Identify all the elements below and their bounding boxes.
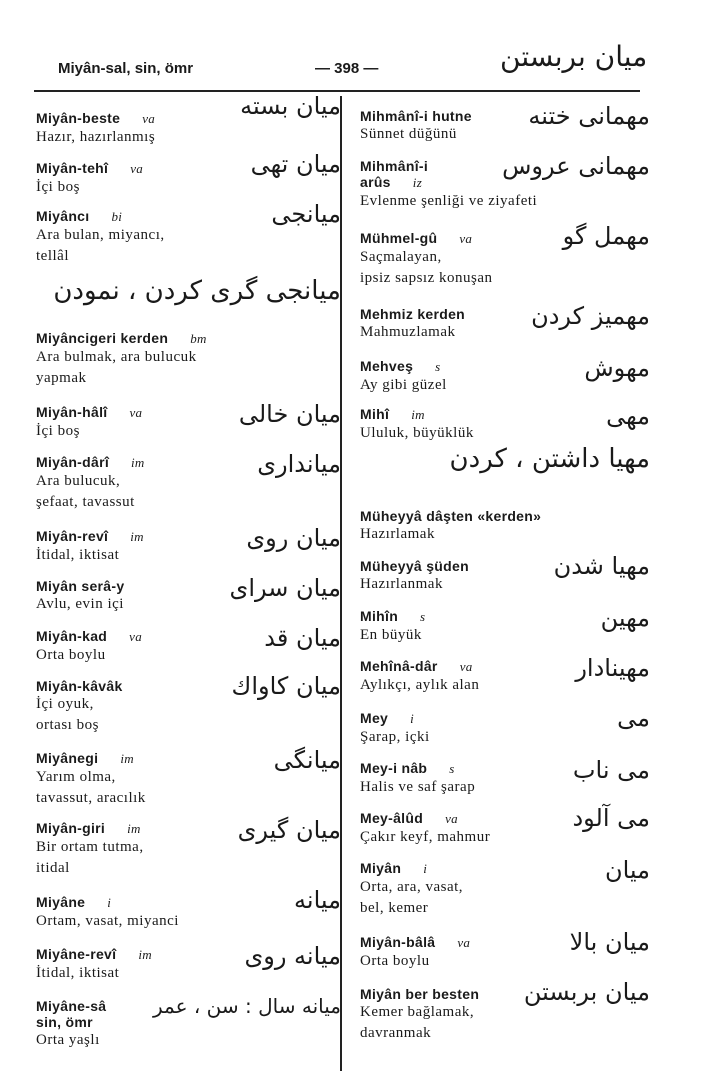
headword-text: Miyân-giri bbox=[36, 820, 106, 836]
entry-definition: yapmak bbox=[36, 370, 87, 386]
entry-definition: Evlenme şenliği ve ziyafeti bbox=[360, 193, 538, 209]
dictionary-entry bbox=[360, 302, 650, 343]
dictionary-entry bbox=[36, 746, 341, 809]
entry-arabic: میان گیری bbox=[237, 816, 341, 844]
header-running-title: Miyân-sal, sin, ömr bbox=[58, 60, 194, 77]
headword-text: Miyânegi bbox=[36, 750, 99, 766]
dictionary-entry bbox=[36, 150, 341, 198]
entry-definition: Orta boylu bbox=[36, 647, 106, 663]
part-of-speech: va bbox=[130, 161, 144, 176]
headword-text: Miyân-revî bbox=[36, 528, 109, 544]
entry-definition: tellâl bbox=[36, 248, 69, 264]
entry-arabic: میان بربستن bbox=[523, 978, 650, 1006]
entry-arabic: می ناب bbox=[572, 756, 650, 784]
entry-definition: tavassut, aracılık bbox=[36, 790, 146, 806]
part-of-speech: im bbox=[138, 947, 152, 962]
entry-definition: Hazırlanmak bbox=[360, 576, 443, 592]
entry-arabic: مهینادار bbox=[575, 654, 650, 682]
dictionary-entry bbox=[360, 856, 650, 919]
entry-headword bbox=[360, 508, 650, 524]
dictionary-entry bbox=[36, 672, 341, 736]
entry-arabic: میان سرای bbox=[229, 574, 341, 602]
headword-text: Mey bbox=[360, 710, 389, 726]
entry-definition: Ululuk, büyüklük bbox=[360, 425, 474, 441]
part-of-speech: iz bbox=[412, 175, 423, 190]
headword-text: Miyân-hâlî bbox=[36, 404, 108, 420]
entry-arabic: میانگی bbox=[273, 746, 341, 774]
headword-text: Miyâncı bbox=[36, 208, 90, 224]
entry-definition: bel, kemer bbox=[360, 900, 429, 916]
headword-text: Miyân-tehî bbox=[36, 160, 109, 176]
headword-text: Miyâncigeri kerden bbox=[36, 330, 169, 346]
headword-text: Miyân ber besten bbox=[360, 986, 480, 1002]
entry-definition: itidal bbox=[36, 860, 70, 876]
entry-arabic: میانداری bbox=[257, 450, 341, 478]
headword-text: Mey-i nâb bbox=[360, 760, 428, 776]
entry-arabic: میان bbox=[604, 856, 650, 884]
part-of-speech: s bbox=[449, 761, 455, 776]
entry-definition: İtidal, iktisat bbox=[36, 547, 120, 563]
entry-definition: Bir ortam tutma, bbox=[36, 839, 144, 855]
dictionary-entry bbox=[36, 92, 341, 148]
entry-arabic: مهیا شدن bbox=[553, 552, 650, 580]
dictionary-entry bbox=[360, 704, 650, 748]
dictionary-entry bbox=[36, 450, 341, 513]
entry-definition: ipsiz sapsız konuşan bbox=[360, 270, 493, 286]
entry-definition: İçi oyuk, bbox=[36, 696, 94, 712]
entry-definition: Saçmalayan, bbox=[360, 249, 442, 265]
entry-definition: Mahmuzlamak bbox=[360, 324, 456, 340]
entry-definition: İtidal, iktisat bbox=[36, 965, 120, 981]
entry-definition: Aylıkçı, aylık alan bbox=[360, 677, 480, 693]
dictionary-entry bbox=[36, 886, 341, 932]
dictionary-entry bbox=[360, 654, 650, 696]
header-arabic-word: میان بربستن bbox=[500, 40, 648, 73]
entry-arabic: میان روی bbox=[246, 524, 341, 552]
headword-text: Miyân-beste bbox=[36, 110, 121, 126]
dictionary-entry bbox=[360, 152, 650, 212]
headword-text: Miyân-bâlâ bbox=[360, 934, 436, 950]
dictionary-entry bbox=[360, 222, 650, 289]
entry-arabic: میانه روی bbox=[244, 942, 341, 970]
entry-definition: En büyük bbox=[360, 627, 422, 643]
headword-text: Mihî bbox=[360, 406, 390, 422]
headword-text: Müheyyâ dâşten «kerden» bbox=[360, 508, 542, 524]
dictionary-entry bbox=[360, 604, 650, 646]
dictionary-entry bbox=[36, 574, 341, 615]
entry-arabic: میانجی گری کردن ، نمودن bbox=[53, 276, 341, 306]
headword-text: arûs bbox=[360, 174, 391, 190]
entry-definition: şefaat, tavassut bbox=[36, 494, 135, 510]
entry-definition: ortası boş bbox=[36, 717, 99, 733]
dictionary-entry bbox=[36, 816, 341, 879]
entry-definition: Sünnet düğünü bbox=[360, 126, 457, 142]
entry-definition: Ara bulan, miyancı, bbox=[36, 227, 165, 243]
right-column bbox=[360, 98, 650, 1073]
headword-text: Miyân-kad bbox=[36, 628, 108, 644]
headword-text: Mihmânî-i hutne bbox=[360, 108, 472, 124]
part-of-speech: im bbox=[127, 821, 141, 836]
entry-arabic: مهمل گو bbox=[562, 222, 650, 250]
dictionary-entry bbox=[360, 354, 650, 396]
entry-definition: Şarap, içki bbox=[360, 729, 430, 745]
part-of-speech: bi bbox=[111, 209, 123, 224]
entry-arabic: میانجی bbox=[271, 200, 341, 228]
dictionary-entry bbox=[36, 524, 341, 566]
headword-text: Mihîn bbox=[360, 608, 399, 624]
part-of-speech: va bbox=[445, 811, 458, 826]
headword-text: Mihmânî-i bbox=[360, 158, 429, 174]
entry-arabic: مهمانی عروس bbox=[502, 152, 650, 180]
headword-text: Mühmel-gû bbox=[360, 230, 438, 246]
part-of-speech: va bbox=[457, 935, 471, 950]
entry-arabic: می bbox=[617, 704, 650, 732]
entry-headword bbox=[360, 710, 650, 727]
entry-arabic: مهی bbox=[606, 402, 650, 430]
part-of-speech: im bbox=[130, 529, 144, 544]
headword-text: Miyân bbox=[360, 860, 402, 876]
dictionary-entry bbox=[36, 330, 341, 389]
entry-arabic: میان بسته bbox=[240, 92, 341, 120]
entry-arabic: مهین bbox=[600, 604, 650, 632]
dictionary-entry bbox=[360, 402, 650, 444]
entry-arabic: مهیا داشتن ، کردن bbox=[449, 444, 650, 474]
part-of-speech: s bbox=[435, 359, 441, 374]
entry-definition: İçi boş bbox=[36, 179, 80, 195]
headword-text: Mehmiz kerden bbox=[360, 306, 466, 322]
entry-definition: Hazırlamak bbox=[360, 526, 435, 542]
entry-definition: Yarım olma, bbox=[36, 769, 116, 785]
left-column bbox=[36, 92, 341, 1073]
entry-definition: davranmak bbox=[360, 1025, 432, 1041]
headword-text: sin, ömr bbox=[36, 1014, 93, 1030]
entry-definition: Orta boylu bbox=[360, 953, 430, 969]
headword-text: Müheyyâ şüden bbox=[360, 558, 469, 574]
entry-arabic: میانه bbox=[294, 886, 341, 914]
headword-text: Mehveş bbox=[360, 358, 414, 374]
entry-arabic: میان قد bbox=[264, 624, 341, 652]
part-of-speech: s bbox=[420, 609, 426, 624]
dictionary-entry bbox=[36, 624, 341, 666]
entry-definition: Çakır keyf, mahmur bbox=[360, 829, 491, 845]
entry-definition: Ara bulmak, ara bulucuk bbox=[36, 349, 197, 365]
dictionary-entry bbox=[36, 400, 341, 442]
page-number: — 398 — bbox=[315, 60, 379, 77]
headword-text: Miyân-kâvâk bbox=[36, 678, 123, 694]
part-of-speech: im bbox=[120, 751, 134, 766]
dictionary-entry bbox=[36, 994, 341, 1051]
headword-text: Miyâne-sâ bbox=[36, 998, 107, 1014]
entry-arabic: مهمیز کردن bbox=[531, 302, 650, 330]
dictionary-entry bbox=[360, 978, 650, 1044]
part-of-speech: va bbox=[129, 629, 143, 644]
entry-definition: Ara bulucuk, bbox=[36, 473, 121, 489]
entry-definition: Ay gibi güzel bbox=[360, 377, 447, 393]
headword-text: Miyâne bbox=[36, 894, 86, 910]
entry-headword bbox=[36, 330, 341, 347]
dictionary-entry bbox=[360, 928, 650, 972]
entry-arabic: میان تهی bbox=[250, 150, 341, 178]
entry-definition: Orta yaşlı bbox=[36, 1032, 100, 1048]
headword-text: Miyân-dârî bbox=[36, 454, 110, 470]
part-of-speech: i bbox=[410, 711, 415, 726]
part-of-speech: va bbox=[129, 405, 143, 420]
dictionary-entry bbox=[360, 102, 650, 145]
entry-definition: Orta, ara, vasat, bbox=[360, 879, 464, 895]
part-of-speech: va bbox=[459, 659, 473, 674]
part-of-speech: i bbox=[107, 895, 112, 910]
dictionary-entry bbox=[36, 200, 341, 267]
dictionary-entry bbox=[360, 804, 650, 848]
part-of-speech: im bbox=[411, 407, 425, 422]
dictionary-entry bbox=[360, 508, 650, 545]
headword-text: Mehînâ-dâr bbox=[360, 658, 438, 674]
entry-definition: Avlu, evin içi bbox=[36, 596, 124, 612]
entry-definition: İçi boş bbox=[36, 423, 80, 439]
dictionary-entry bbox=[360, 552, 650, 595]
entry-arabic: میان بالا bbox=[569, 928, 650, 956]
part-of-speech: im bbox=[131, 455, 145, 470]
part-of-speech: va bbox=[142, 111, 156, 126]
entry-arabic: می آلود bbox=[572, 804, 650, 832]
entry-arabic: مهوش bbox=[584, 354, 650, 382]
entry-definition: Ortam, vasat, miyanci bbox=[36, 913, 179, 929]
entry-arabic: میانه سال : سن ، عمر bbox=[152, 994, 341, 1018]
entry-arabic: میان خالی bbox=[238, 400, 341, 428]
entry-definition: Hazır, hazırlanmış bbox=[36, 129, 156, 145]
headword-text: Miyân serâ-y bbox=[36, 578, 125, 594]
dictionary-entry bbox=[360, 756, 650, 798]
headword-text: Miyâne-revî bbox=[36, 946, 117, 962]
part-of-speech: i bbox=[423, 861, 428, 876]
part-of-speech: va bbox=[459, 231, 473, 246]
headword-text: Mey-âlûd bbox=[360, 810, 424, 826]
entry-arabic: میان کاواك bbox=[231, 672, 341, 700]
part-of-speech: bm bbox=[190, 331, 207, 346]
dictionary-entry bbox=[36, 942, 341, 984]
entry-definition: Kemer bağlamak, bbox=[360, 1004, 475, 1020]
entry-definition: Halis ve saf şarap bbox=[360, 779, 476, 795]
entry-arabic: مهمانی ختنه bbox=[528, 102, 650, 130]
